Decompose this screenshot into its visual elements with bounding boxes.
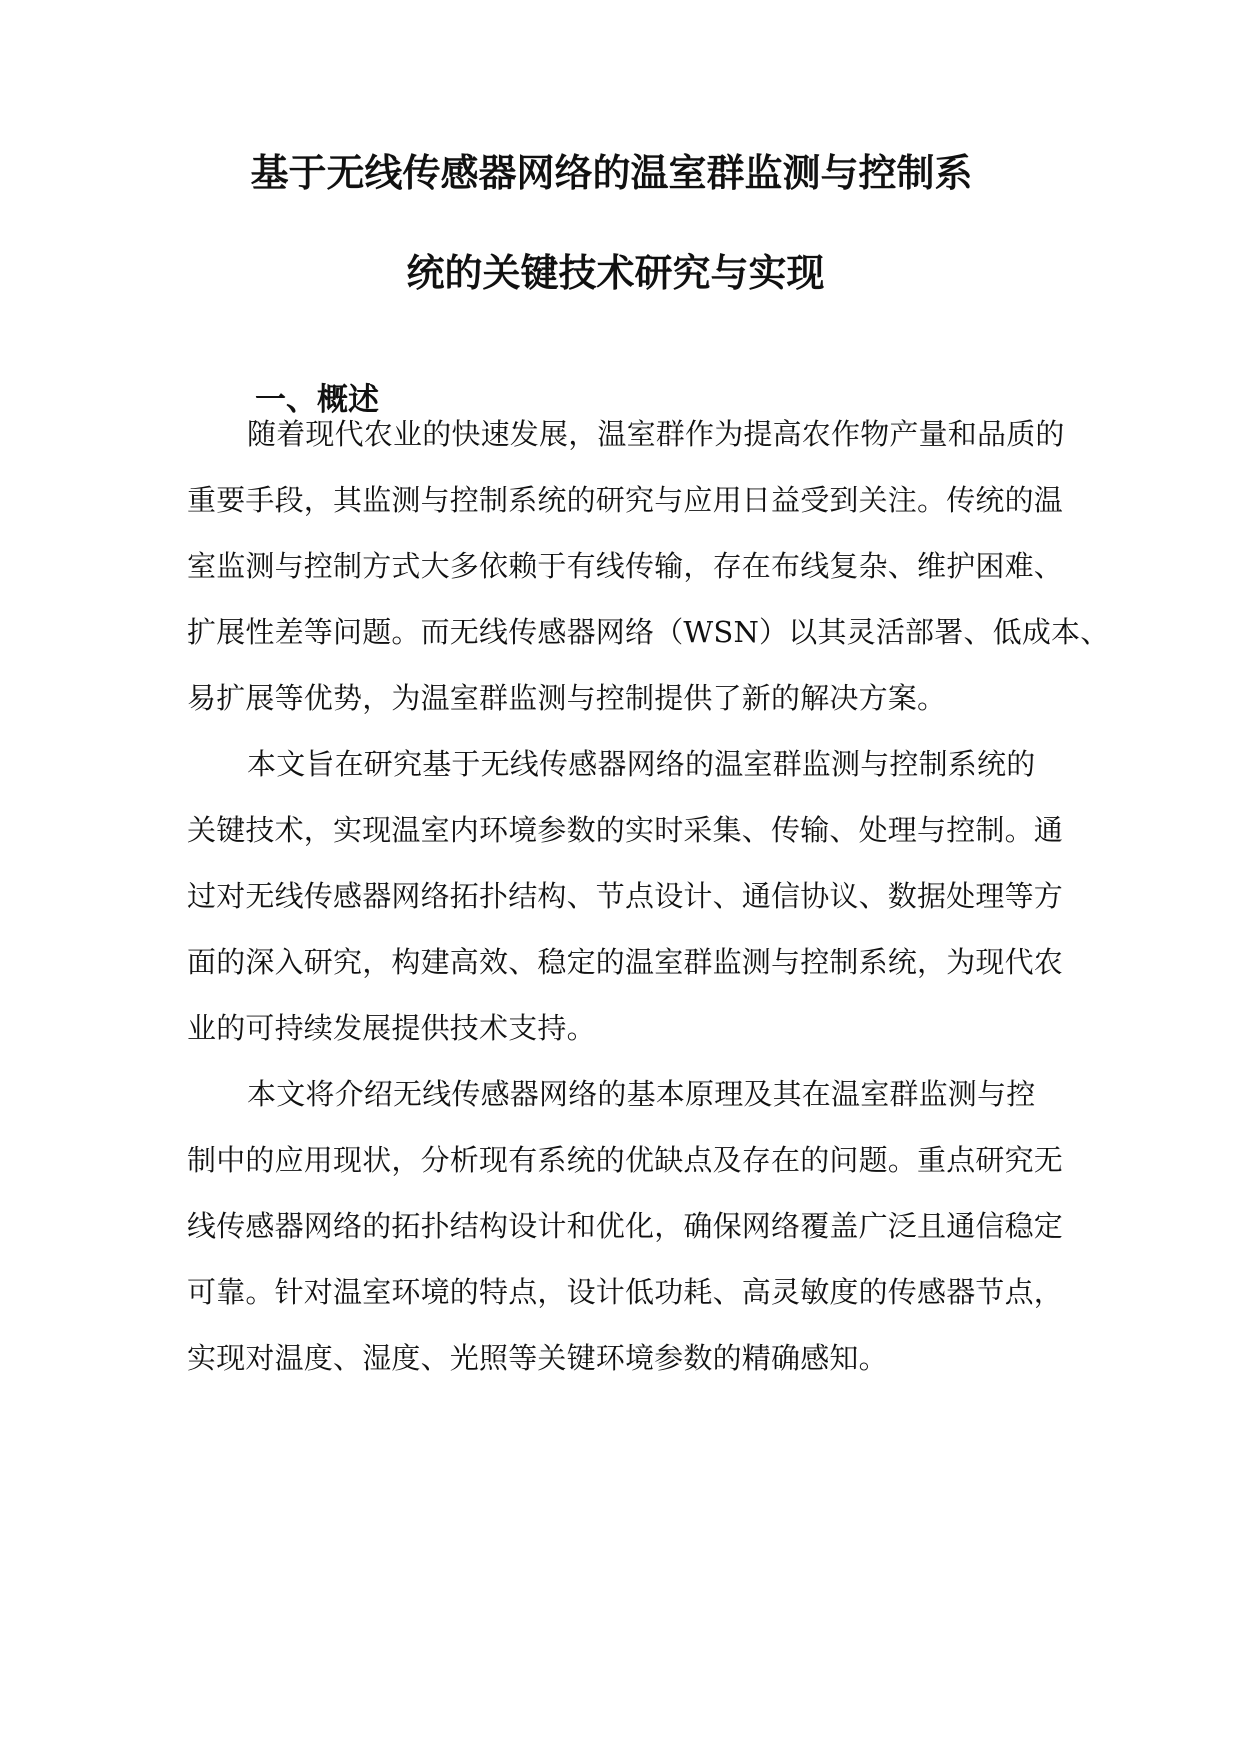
paragraph-line: 关键技术，实现温室内环境参数的实时采集、传输、处理与控制。通 (187, 813, 1064, 847)
paragraph-line: 易扩展等优势，为温室群监测与控制提供了新的解决方案。 (187, 681, 947, 715)
paragraph-line: 重要手段，其监测与控制系统的研究与应用日益受到关注。传统的温 (187, 483, 1064, 517)
section-heading: 一、概述 (255, 382, 379, 418)
paragraph-line: 扩展性差等问题。而无线传感器网络（WSN）以其灵活部署、低成本、 (187, 615, 1110, 649)
paragraph-line: 业的可持续发展提供技术支持。 (187, 1011, 596, 1045)
document-title-line-2: 统的关键技术研究与实现 (406, 251, 825, 295)
paragraph-line: 室监测与控制方式大多依赖于有线传输，存在布线复杂、维护困难、 (187, 549, 1064, 583)
paragraph-line: 过对无线传感器网络拓扑结构、节点设计、通信协议、数据处理等方 (187, 879, 1064, 913)
paragraph-line: 面的深入研究，构建高效、稳定的温室群监测与控制系统，为现代农 (187, 945, 1064, 979)
paragraph-line: 本文将介绍无线传感器网络的基本原理及其在温室群监测与控 (247, 1077, 1036, 1111)
document-title-line-1: 基于无线传感器网络的温室群监测与控制系 (250, 151, 973, 195)
paragraph-line: 随着现代农业的快速发展，温室群作为提高农作物产量和品质的 (247, 417, 1065, 451)
paragraph-line: 制中的应用现状，分析现有系统的优缺点及存在的问题。重点研究无 (187, 1143, 1064, 1177)
paragraph-line: 线传感器网络的拓扑结构设计和优化，确保网络覆盖广泛且通信稳定 (187, 1209, 1064, 1243)
paragraph-line: 可靠。针对温室环境的特点，设计低功耗、高灵敏度的传感器节点， (187, 1275, 1064, 1309)
paragraph-line: 本文旨在研究基于无线传感器网络的温室群监测与控制系统的 (247, 747, 1036, 781)
paragraph-line: 实现对温度、湿度、光照等关键环境参数的精确感知。 (187, 1341, 888, 1375)
